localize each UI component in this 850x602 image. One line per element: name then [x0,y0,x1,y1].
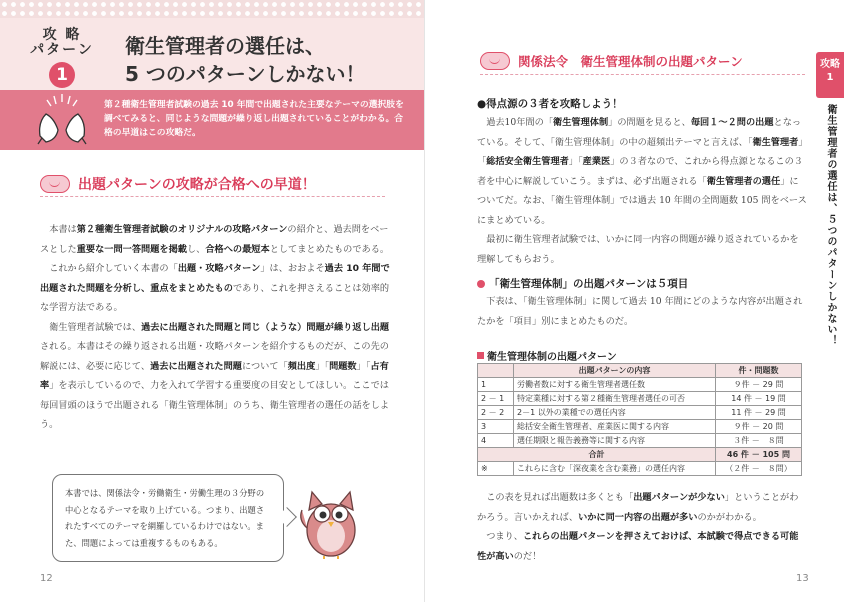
chapter-title-line1: 衛生管理者の選任は、 [125,34,325,58]
table-row: 1 労働者数に対する衛生管理者選任数 ９件 － 29 問 [478,378,802,392]
paragraph-r4: この表を見れば出題数は多くとも「出題パターンが少ない」ということがわかろう。言いかえれば、いかに同一内容の出題が多いのかがわかる。 [477,492,799,523]
table-header: 件・問題数 [716,364,802,378]
side-running-title: 衛生管理者の選任は、５つのパターンしかない！ [825,104,836,346]
page-number-right: 13 [796,573,809,584]
paragraph-r5: つまり、これらの出題パターンを押さえておけば、本試験で得点できる可能性が高いのだ！ [477,531,799,562]
subheading-1: ●得点源の３者を攻略しよう！ [477,98,623,110]
page-number-left: 12 [40,573,53,584]
title-block [0,18,425,90]
body-text-right-3 [477,488,807,566]
table-row: 4 選任期限と報告義務等に関する内容 ３件 － ８問 [478,434,802,448]
mask-icon [40,175,70,193]
chapter-title-line2: 5 つのパターンしかない！ [125,62,366,86]
chapter-side-tab [816,52,844,98]
badge-label-2: パターン [30,42,94,58]
table-row: 3 総括安全衛生管理者、産業医に関する内容 ９件 － 20 問 [478,420,802,434]
intro-band [0,90,425,150]
praying-hands-icon [32,92,92,146]
body-text-left [40,220,390,435]
paragraph-r3: 下表は、「衛生管理体制」に関して過去 10 年間にどのような内容が出題されたかを「項目」別にまとめたものだ。 [477,296,803,327]
table-total-row: 合計 46 件 － 105 問 [478,448,802,462]
bullet-dot-icon [477,280,485,288]
side-tab-label: 攻略 [820,59,840,70]
section-heading-title: 関係法令 衛生管理体制の出題パターン [518,54,743,69]
table-header-row [478,364,802,378]
table-caption: 衛生管理体制の出題パターン [477,348,617,363]
chapter-title [125,32,365,88]
section-heading-title: 出題パターンの攻略が合格への早道！ [78,177,316,193]
square-bullet-icon [477,352,484,359]
mask-icon [480,52,510,70]
paragraph-r2: 最初に衛生管理者試験では、いかに同一内容の問題が繰り返されているかを理解してもらおう。 [477,234,799,265]
pattern-table [477,363,802,476]
subheading-2: 「 衛生管理体制 」の出題パターンは５項目 [477,276,688,291]
speech-bubble: 本書では、関係法令・労働衛生・労働生理の３分野の中心となるテーマを取り上げている。つまり、出題されたすべてのテーマを網羅しているわけではない。また、問題によっては重複するものもある。 [52,474,284,562]
badge-label-1: 攻 略 [42,27,82,43]
table-note-row: ※ これらに含む「深夜業を含む業務」の選任内容 （２件 － ８問） [478,462,802,476]
body-text-right-1 [477,113,807,269]
table-row: 2 － 2 2－1 以外の業種での選任内容 11 件 － 29 問 [478,406,802,420]
body-text-right-2 [477,292,807,331]
heading-rule [40,196,385,197]
paragraph-2: これから紹介していく本書の「出題・攻略パターン」は、おおよそ過去 10 年間で出題された問題を分析し、重点をまとめたものであり、これを押さえることは効率的な学習方法である。 [40,263,390,313]
paragraph-r1: 過去10年間の「衛生管理体制」の問題を見ると、毎回１～２問の出題となっている。そして、「衛生管理体制」の中の超頻出テーマと言えば、「衛生管理者」「総括安全衛生管理者」「産業医」の３者なので、これから得点源となるこの３者を中心に解説していこう。まずは、必ず出題される「衛生管理者の選任」についてだ。なお、「衛生管理体制」では過去 10 年間の全問題数 105 問をベースにまとめている。 [477,117,807,226]
table-row: 2 － 1 特定業種に対する第２種衛生管理者選任の可否 14 件 － 19 問 [478,392,802,406]
badge-number: 1 [49,62,75,88]
section-heading-right [480,52,743,70]
heading-rule [480,74,805,75]
dotted-header-strip [0,0,425,18]
paragraph-1: 本書は第２種衛生管理者試験のオリジナルの攻略パターンの紹介と、過去問をベースとした重要な一問一答問題を掲載し、合格への最短本としてまとめたものである。 [40,224,390,255]
paragraph-3: 衛生管理者試験では、過去に出題された問題と同じ（ような）問題が繰り返し出題される。本書はその繰り返される出題・攻略パターンを紹介するものだが、この先の解説には、必要に応じて、過去に出題された問題について「頻出度」「問題数」「占有率」を表示しているので、力を入れて学習する重要度の目安としてほしい。ここでは毎回冒頭のほうで出題される「衛生管理体制」のうち、衛生管理者の選任の話をしよう。 [40,321,390,430]
table-header [478,364,514,378]
section-heading-left [40,174,316,194]
intro-text: 第２種衛生管理者試験の過去 10 年間で出題された主要なテーマの選択肢を調べてみると、同じような問題が繰り返し出題されていることがわかる。合格の早道はこの攻略だ。 [104,100,404,138]
table-header: 出題パターンの内容 [514,364,716,378]
side-tab-number: 1 [826,72,834,83]
owl-mascot-icon [296,480,366,560]
